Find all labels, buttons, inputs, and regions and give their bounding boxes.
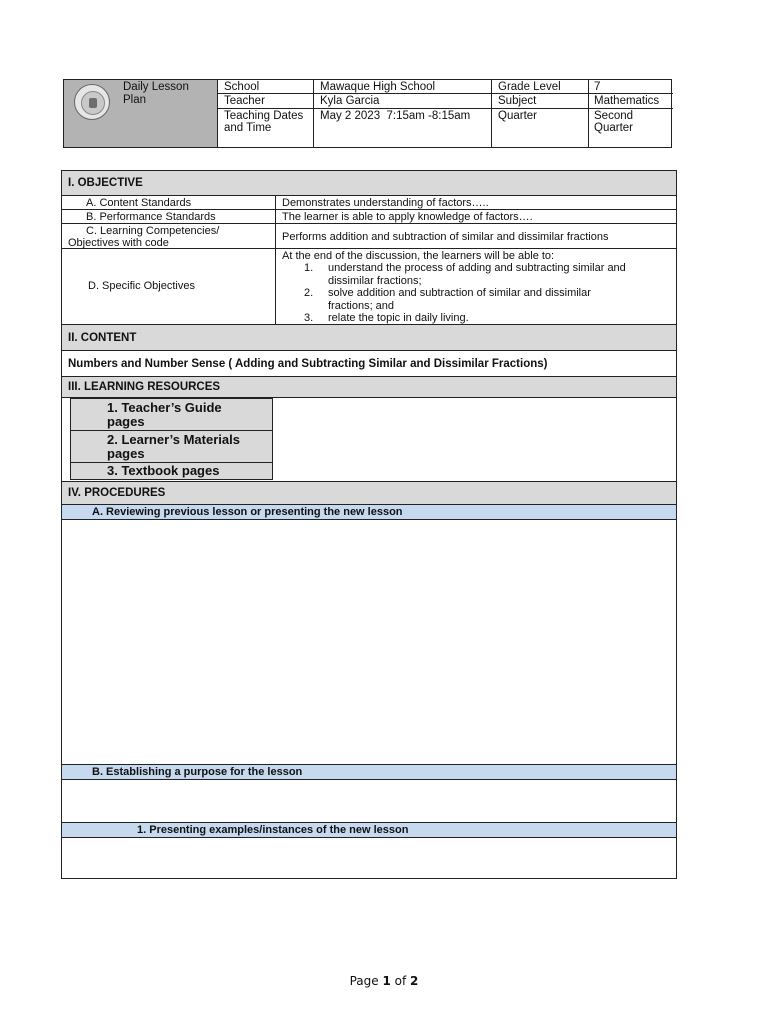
- competencies-row: [62, 224, 676, 249]
- lesson-plan-form: [61, 170, 677, 879]
- dates-value: May 2 2023 7:15am -8:15am: [320, 110, 471, 122]
- quarter-label: Quarter: [498, 110, 537, 122]
- list-item: 3. relate the topic in daily living.: [304, 312, 469, 324]
- quarter-value: Second Quarter: [594, 110, 634, 134]
- page-footer: [0, 974, 768, 988]
- performance-standards-label: B. Performance Standards: [86, 211, 216, 223]
- performance-standards-value: The learner is able to apply knowledge of factors….: [282, 211, 533, 223]
- learners-materials-cell: 2. Learner’s Materials pages: [70, 430, 273, 463]
- list-item: 1. understand the process of adding and subtracting similar and dissimilar fractions;: [304, 262, 626, 287]
- competencies-label-2: Objectives with code: [68, 237, 169, 249]
- page-of: of: [390, 974, 411, 988]
- teachers-guide-cell: 1. Teacher’s Guide pages: [70, 398, 273, 431]
- page-current: 1: [382, 974, 391, 988]
- procedure-a-header: A. Reviewing previous lesson or presenting the new lesson: [62, 504, 676, 520]
- procedures-heading: IV. PROCEDURES: [62, 481, 676, 505]
- content-text: Numbers and Number Sense ( Adding and Subtracting Similar and Dissimilar Fractions): [62, 351, 676, 377]
- content-heading: II. CONTENT: [62, 325, 676, 351]
- procedure-c-header: 1. Presenting examples/instances of the new lesson: [62, 822, 676, 838]
- specific-objectives-content: [282, 250, 672, 325]
- performance-standards-row: [62, 210, 676, 224]
- school-value: Mawaque High School: [320, 81, 436, 93]
- objective-heading: I. OBJECTIVE: [62, 171, 676, 196]
- procedure-b-header: B. Establishing a purpose for the lesson: [62, 764, 676, 780]
- dlp-title: Daily Lesson Plan: [123, 81, 189, 106]
- textbook-pages-cell: 3. Textbook pages: [70, 462, 273, 480]
- specific-objectives-label: D. Specific Objectives: [88, 280, 195, 292]
- school-label: School: [224, 81, 260, 93]
- teacher-value: Kyla Garcia: [320, 95, 380, 107]
- header-table: [63, 79, 672, 148]
- competencies-value: Performs addition and subtraction of similar and dissimilar fractions: [282, 231, 609, 243]
- competencies-label-1: C. Learning Competencies/: [86, 225, 220, 237]
- content-standards-value: Demonstrates understanding of factors…..: [282, 197, 489, 209]
- content-standards-row: [62, 196, 676, 210]
- grade-value: 7: [594, 81, 601, 93]
- dates-label: Teaching Dates and Time: [224, 110, 304, 134]
- learning-resources-body: [62, 398, 676, 481]
- logo-cell: [64, 80, 218, 147]
- procedure-b-body: [62, 780, 676, 823]
- subject-value: Mathematics: [594, 95, 660, 107]
- specific-objectives-intro: At the end of the discussion, the learners will be able to:: [282, 250, 555, 262]
- subject-label: Subject: [498, 95, 537, 107]
- grade-label: Grade Level: [498, 81, 561, 93]
- learning-resources-heading: III. LEARNING RESOURCES: [62, 377, 676, 398]
- teacher-label: Teacher: [224, 95, 265, 107]
- procedure-c-body: [62, 838, 676, 878]
- page-total: 2: [410, 974, 419, 988]
- page-prefix: Page: [349, 974, 383, 988]
- deped-seal-icon: [74, 84, 110, 120]
- procedure-a-body: [62, 520, 676, 765]
- list-item: 2. solve addition and subtraction of similar and dissimilar fractions; and: [304, 287, 591, 312]
- content-standards-label: A. Content Standards: [86, 197, 192, 209]
- specific-objectives-row: [62, 249, 676, 325]
- specific-objectives-list: [282, 262, 672, 325]
